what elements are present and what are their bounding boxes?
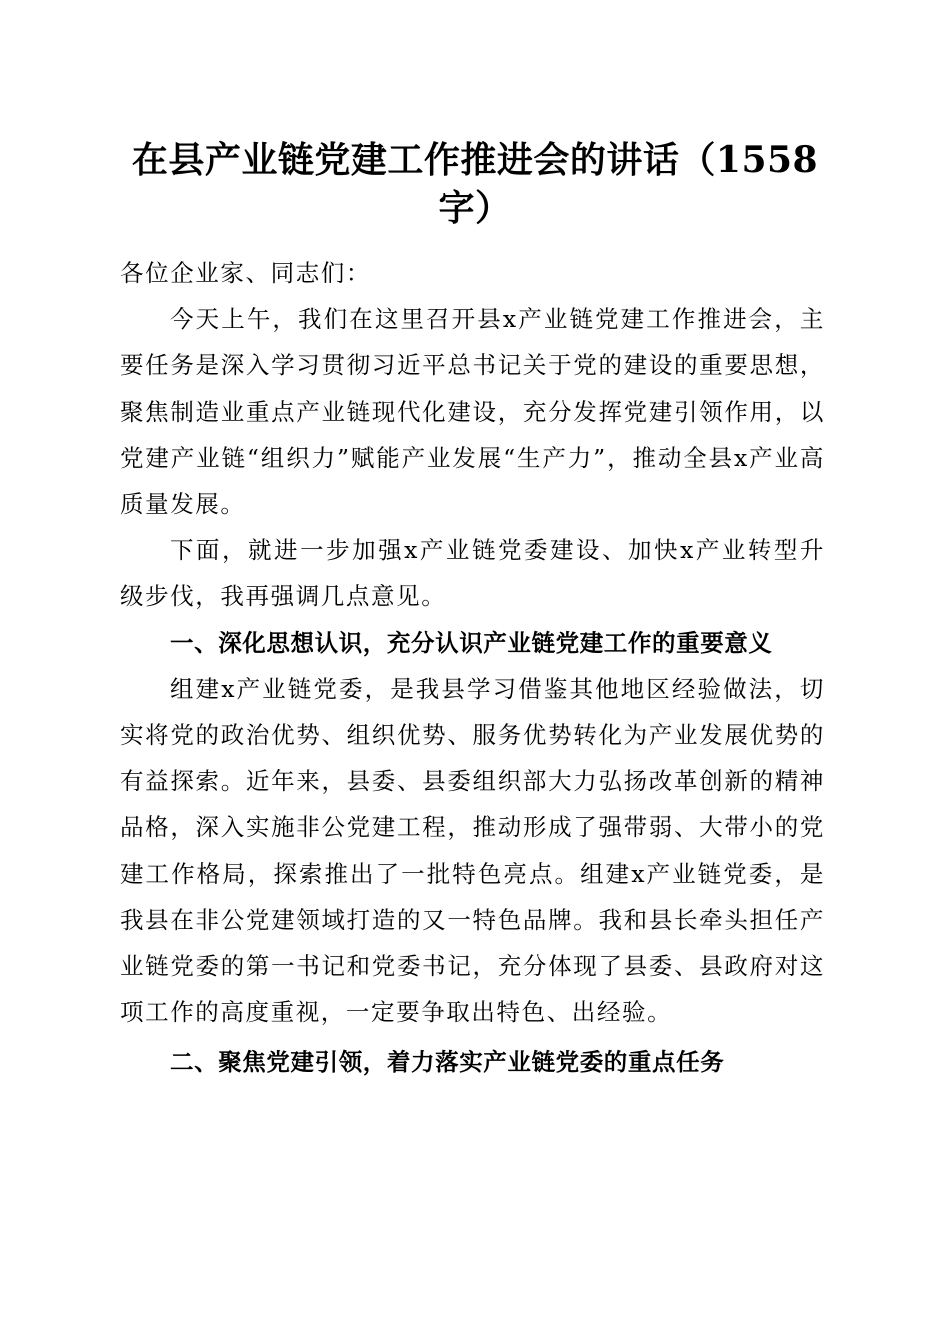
document-body bbox=[120, 250, 825, 1086]
section-heading: 一、深化思想认识，充分认识产业链党建工作的重要意义 bbox=[170, 628, 773, 657]
salutation: 各位企业家、同志们： bbox=[120, 259, 371, 287]
section-heading: 二、聚焦党建引领，着力落实产业链党委的重点任务 bbox=[170, 1048, 725, 1077]
paragraph: 今天上午，我们在这里召开县x产业链党建工作推进会，主要任务是深入学习贯彻习近平总书记关于党的建设的重要思想，聚焦制造业重点产业链现代化建设，充分发挥党建引领作用，以党建产业链“组织力”赋能产业发展“生产力”，推动全县x产业高质量发展。 bbox=[120, 305, 825, 519]
paragraph: 下面，就进一步加强x产业链党委建设、加快x产业转型升级步伐，我再强调几点意见。 bbox=[120, 536, 825, 611]
document-title: 在县产业链党建工作推进会的讲话（1558字） bbox=[131, 139, 819, 229]
paragraph: 组建x产业链党委，是我县学习借鉴其他地区经验做法，切实将党的政治优势、组织优势、服务优势转化为产业发展优势的有益探索。近年来，县委、县委组织部大力弘扬改革创新的精神品格，深入实施非公党建工程，推动形成了强带弱、大带小的党建工作格局，探索推出了一批特色亮点。组建x产业链党委，是我县在非公党建领域打造的又一特色品牌。我和县长牵头担任产业链党委的第一书记和党委书记，充分体现了县委、县政府对这项工作的高度重视，一定要争取出特色、出经验。 bbox=[120, 674, 825, 1027]
